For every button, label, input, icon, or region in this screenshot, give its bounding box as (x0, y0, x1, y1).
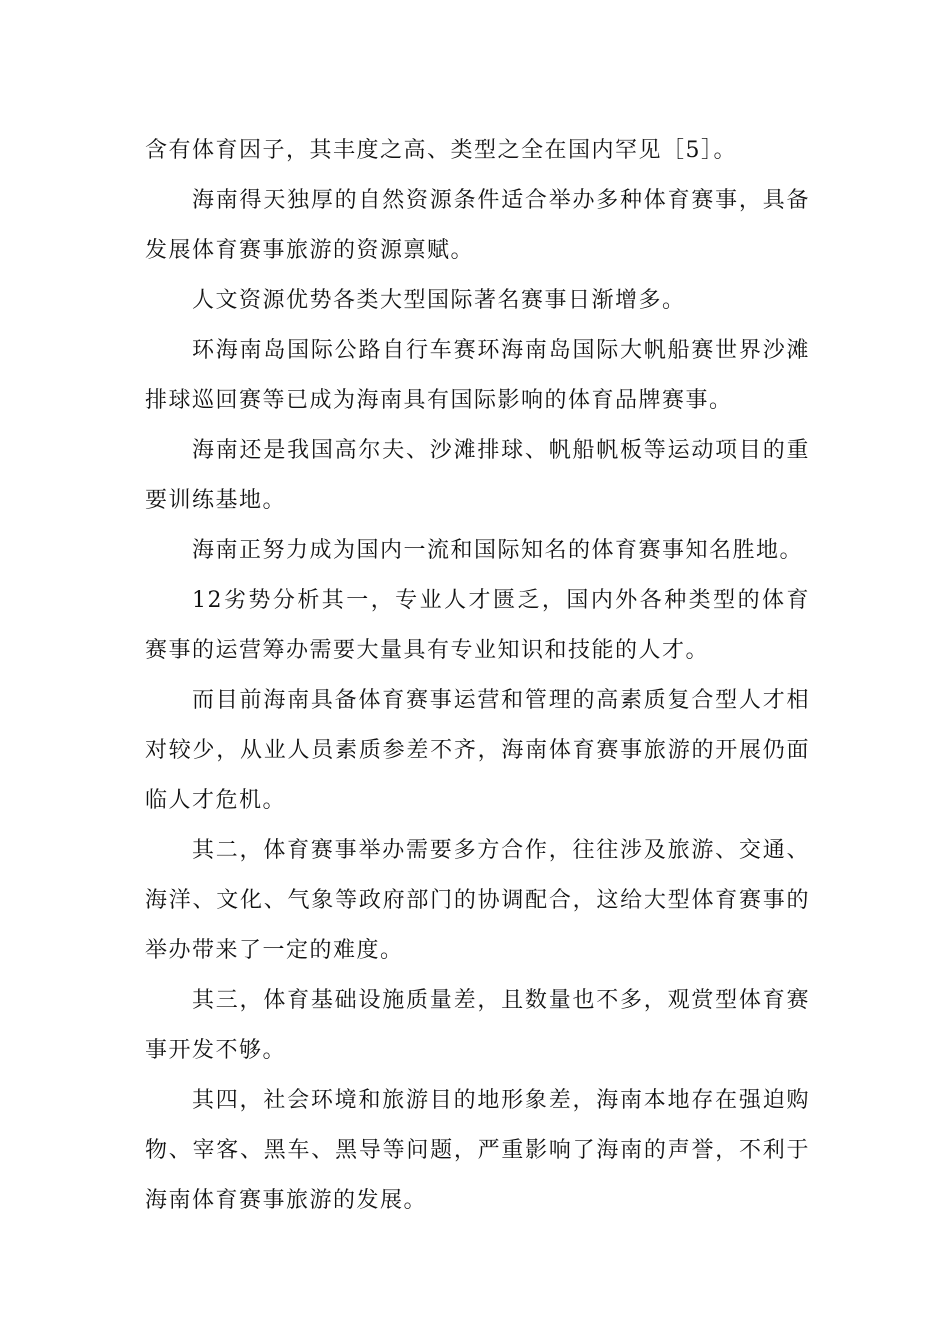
paragraph-weakness-infrastructure: 其三，体育基础设施质量差，且数量也不多，观赏型体育赛事开发不够。 (145, 988, 810, 1063)
paragraph-training-base: 海南还是我国高尔夫、沙滩排球、帆船帆板等运动项目的重要训练基地。 (145, 438, 810, 513)
paragraph-talent-crisis: 而目前海南具备体育赛事运营和管理的高素质复合型人才相对较少，从业人员素质参差不齐，海南体育赛事旅游的开展仍面临人才危机。 (145, 688, 810, 813)
paragraph-weakness-cooperation: 其二，体育赛事举办需要多方合作，往往涉及旅游、交通、海洋、文化、气象等政府部门的协调配合，这给大型体育赛事的举办带来了一定的难度。 (145, 838, 810, 963)
paragraph-cultural-resources: 人文资源优势各类大型国际著名赛事日渐增多。 (192, 288, 686, 313)
paragraph-continuation: 含有体育因子，其丰度之高、类型之全在国内罕见［5］。 (145, 138, 737, 163)
document-body (145, 126, 810, 1226)
paragraph-weakness-talent: 12劣势分析其一，专业人才匮乏，国内外各种类型的体育赛事的运营筹办需要大量具有专业知识和技能的人才。 (145, 588, 810, 663)
paragraph-brand-events: 环海南岛国际公路自行车赛环海南岛国际大帆船赛世界沙滩排球巡回赛等已成为海南具有国际影响的体育品牌赛事。 (145, 338, 810, 413)
paragraph-weakness-environment: 其四，社会环境和旅游目的地形象差，海南本地存在强迫购物、宰客、黑车、黑导等问题，严重影响了海南的声誉，不利于海南体育赛事旅游的发展。 (145, 1088, 810, 1213)
paragraph-famous-destination: 海南正努力成为国内一流和国际知名的体育赛事知名胜地。 (192, 538, 804, 563)
paragraph-natural-resources: 海南得天独厚的自然资源条件适合举办多种体育赛事，具备发展体育赛事旅游的资源禀赋。 (145, 188, 810, 263)
